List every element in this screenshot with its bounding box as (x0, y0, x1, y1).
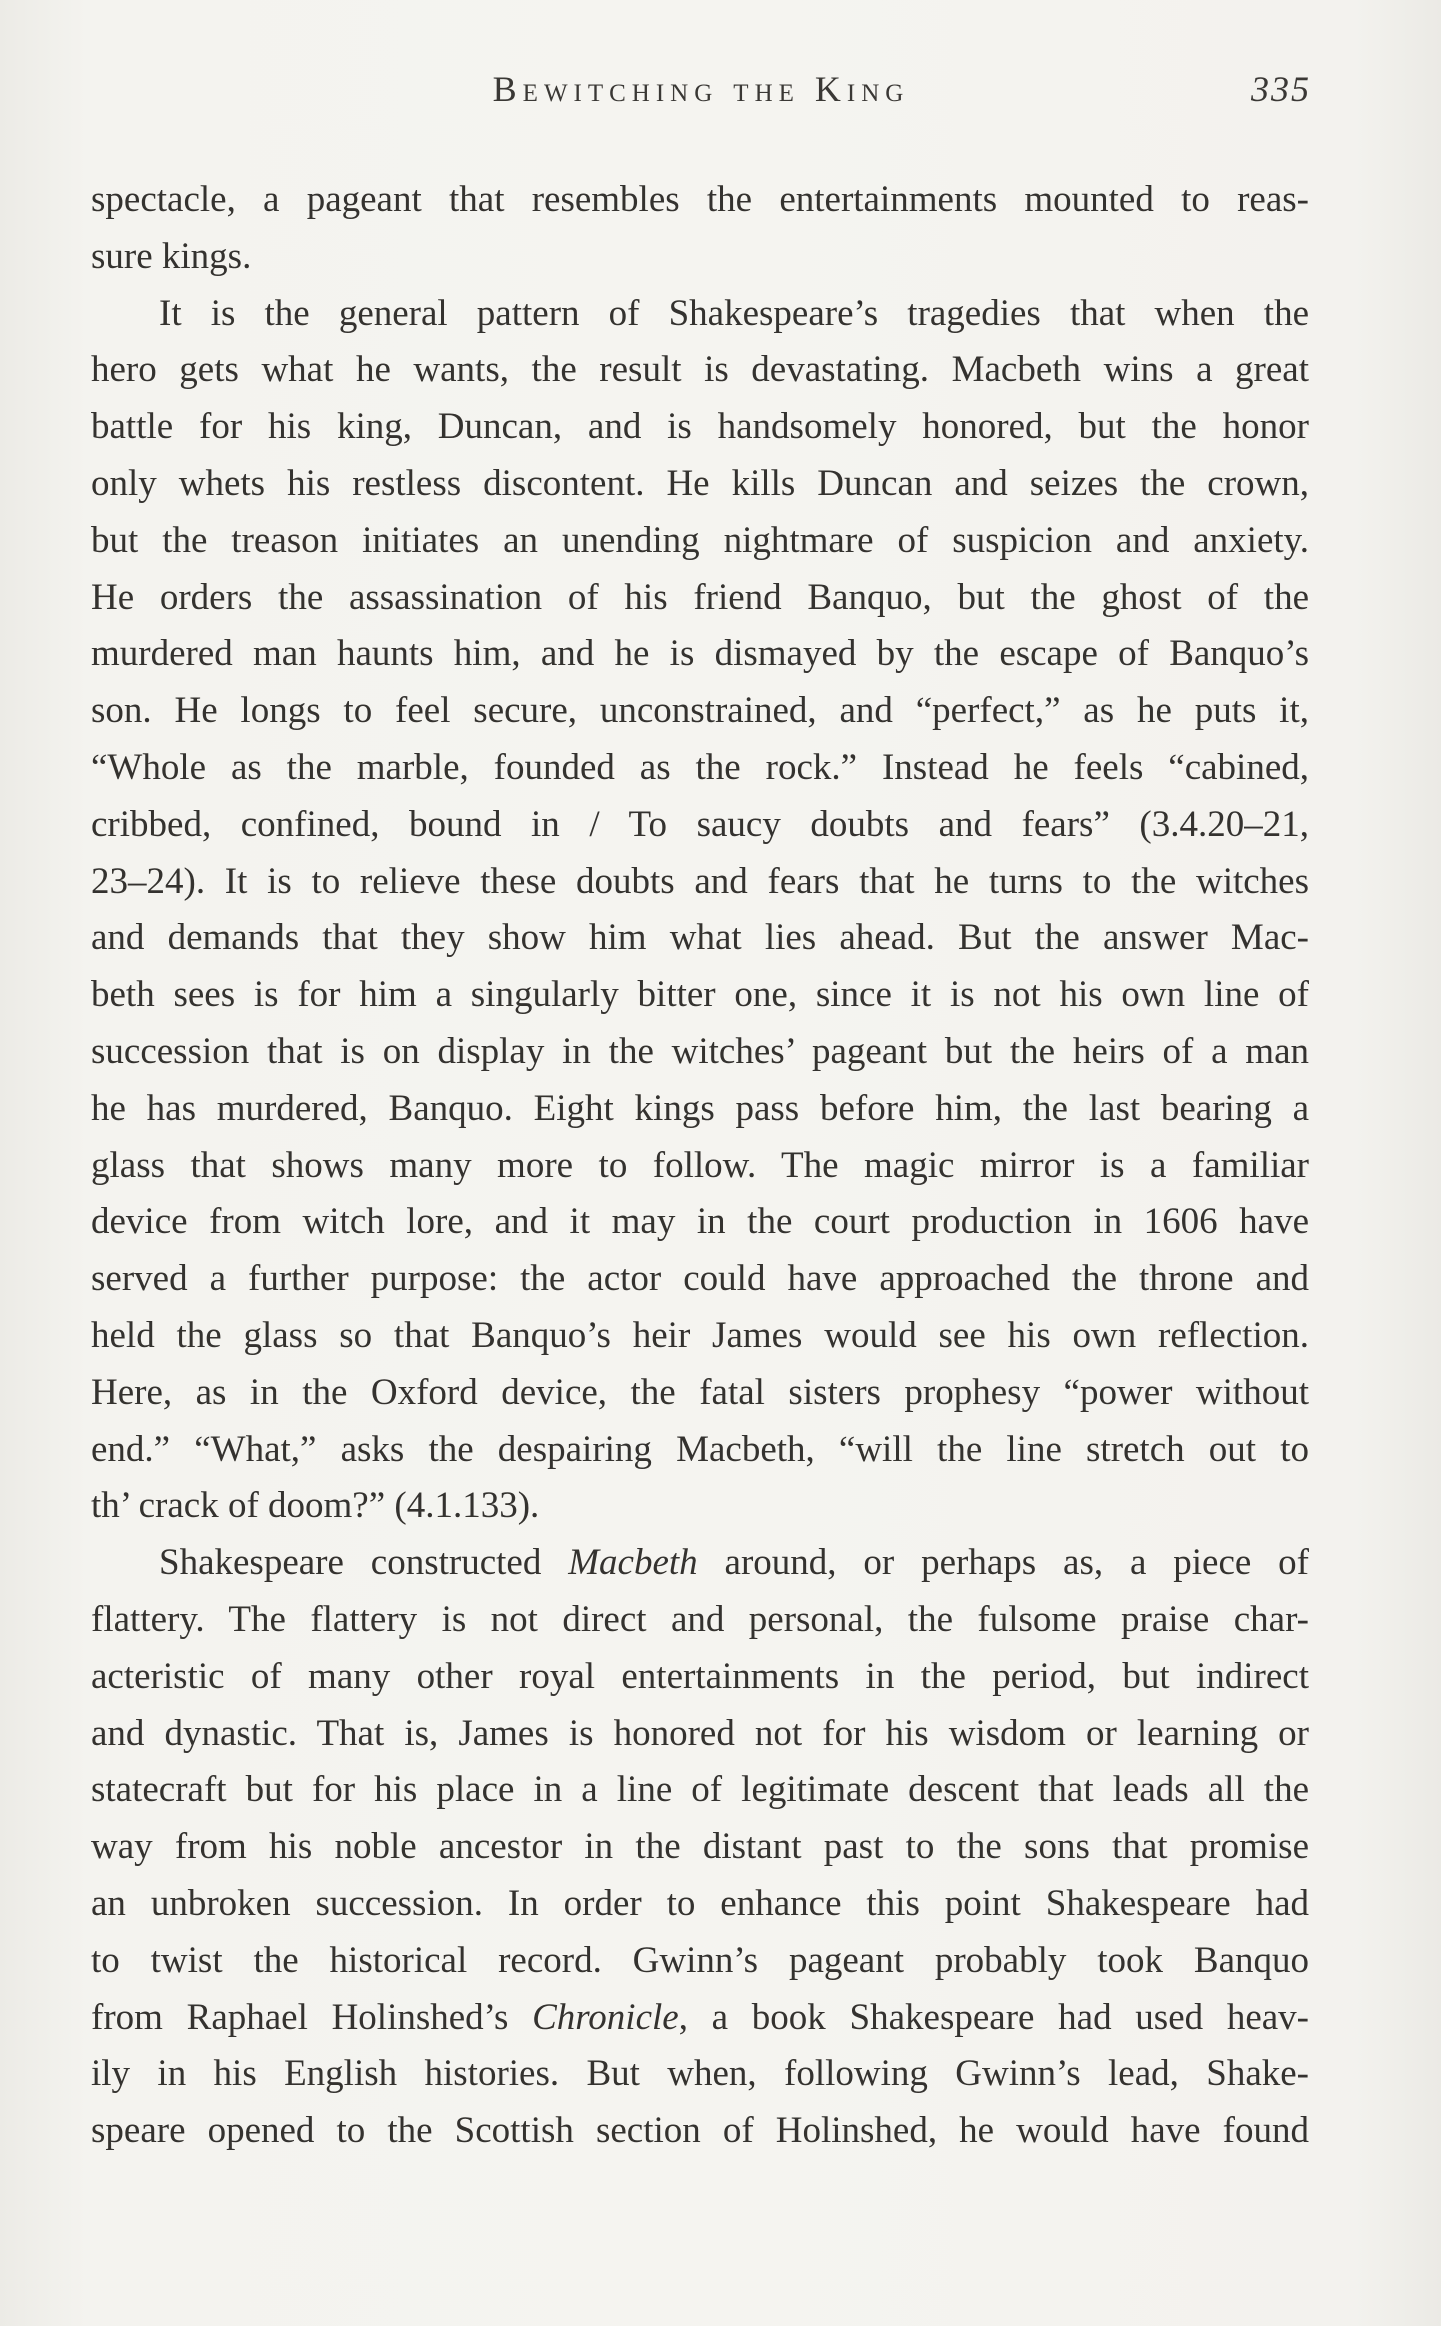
text-line: only whets his restless discontent. He kills Duncan and seizes the crown, (91, 462, 1309, 504)
text-line: Here, as in the Oxford device, the fatal sisters prophesy “power without (91, 1371, 1309, 1413)
text-line: acteristic of many other royal entertainments in the period, but indirect (91, 1655, 1309, 1697)
body-text (91, 172, 1309, 2160)
text-line: flattery. The flattery is not direct and personal, the fulsome praise char- (91, 1598, 1309, 1640)
text-line: he has murdered, Banquo. Eight kings pass before him, the last bearing a (91, 1087, 1309, 1129)
text-line: 23–24). It is to relieve these doubts and fears that he turns to the witches (91, 860, 1309, 902)
running-title: Bewitching the King (492, 69, 910, 109)
text-line: end.” “What,” asks the despairing Macbeth, “will the line stretch out to (91, 1428, 1309, 1470)
text-line: but the treason initiates an unending nightmare of suspicion and anxiety. (91, 519, 1309, 561)
text-segment: Shakespeare constructed (159, 1542, 542, 1584)
text-line: He orders the assassination of his friend Banquo, but the ghost of the (91, 576, 1309, 618)
text-line: way from his noble ancestor in the distant past to the sons that promise (91, 1826, 1309, 1868)
text-line: to twist the historical record. Gwinn’s pageant probably took Banquo (91, 1939, 1309, 1981)
text-line: statecraft but for his place in a line of legitimate descent that leads all the (91, 1769, 1309, 1811)
text-line: son. He longs to feel secure, unconstrained, and “perfect,” as he puts it, (91, 690, 1309, 732)
text-line: held the glass so that Banquo’s heir James would see his own reflection. (91, 1314, 1309, 1356)
text-line: murdered man haunts him, and he is dismayed by the escape of Banquo’s (91, 633, 1309, 675)
text-line: “Whole as the marble, founded as the rock.” Instead he feels “cabined, (91, 746, 1309, 788)
text-line: and demands that they show him what lies ahead. But the answer Mac- (91, 917, 1309, 959)
text-line (91, 1990, 1309, 2047)
text-line: and dynastic. That is, James is honored not for his wisdom or learning or (91, 1712, 1309, 1754)
running-head (91, 68, 1311, 118)
text-line: hero gets what he wants, the result is devastating. Macbeth wins a great (91, 349, 1309, 391)
paragraph-start-line (91, 1535, 1309, 1592)
text-line: sure kings. (91, 235, 252, 277)
text-line: cribbed, confined, bound in / To saucy doubts and fears” (3.4.20–21, (91, 803, 1309, 845)
book-title-macbeth: Macbeth (568, 1542, 698, 1584)
paragraph-start-line: It is the general pattern of Shakespeare’s tragedies that when the (159, 292, 1309, 334)
text-line: an unbroken succession. In order to enhance this point Shakespeare had (91, 1882, 1309, 1924)
book-title-chronicle: Chronicle (532, 1996, 679, 2038)
text-segment: from Raphael Holinshed’s (91, 1996, 509, 2038)
text-line: succession that is on display in the witches’ pageant but the heirs of a man (91, 1030, 1309, 1072)
text-line: device from witch lore, and it may in the court production in 1606 have (91, 1201, 1309, 1243)
page-number: 335 (1251, 69, 1311, 109)
text-line: th’ crack of doom?” (4.1.133). (91, 1485, 540, 1527)
text-line: spectacle, a pageant that resembles the entertainments mounted to reas- (91, 179, 1309, 220)
text-line: beth sees is for him a singularly bitter one, since it is not his own line of (91, 974, 1309, 1016)
text-line: served a further purpose: the actor could have approached the throne and (91, 1258, 1309, 1300)
text-line: ily in his English histories. But when, following Gwinn’s lead, Shake- (91, 2053, 1309, 2095)
text-line: battle for his king, Duncan, and is handsomely honored, but the honor (91, 406, 1309, 448)
text-segment: , a book Shakespeare had used heav- (678, 1996, 1309, 2038)
text-line: glass that shows many more to follow. The magic mirror is a familiar (91, 1144, 1309, 1186)
text-line: speare opened to the Scottish section of Holinshed, he would have found (91, 2110, 1309, 2152)
text-segment: around, or perhaps as, a piece of (724, 1542, 1309, 1584)
